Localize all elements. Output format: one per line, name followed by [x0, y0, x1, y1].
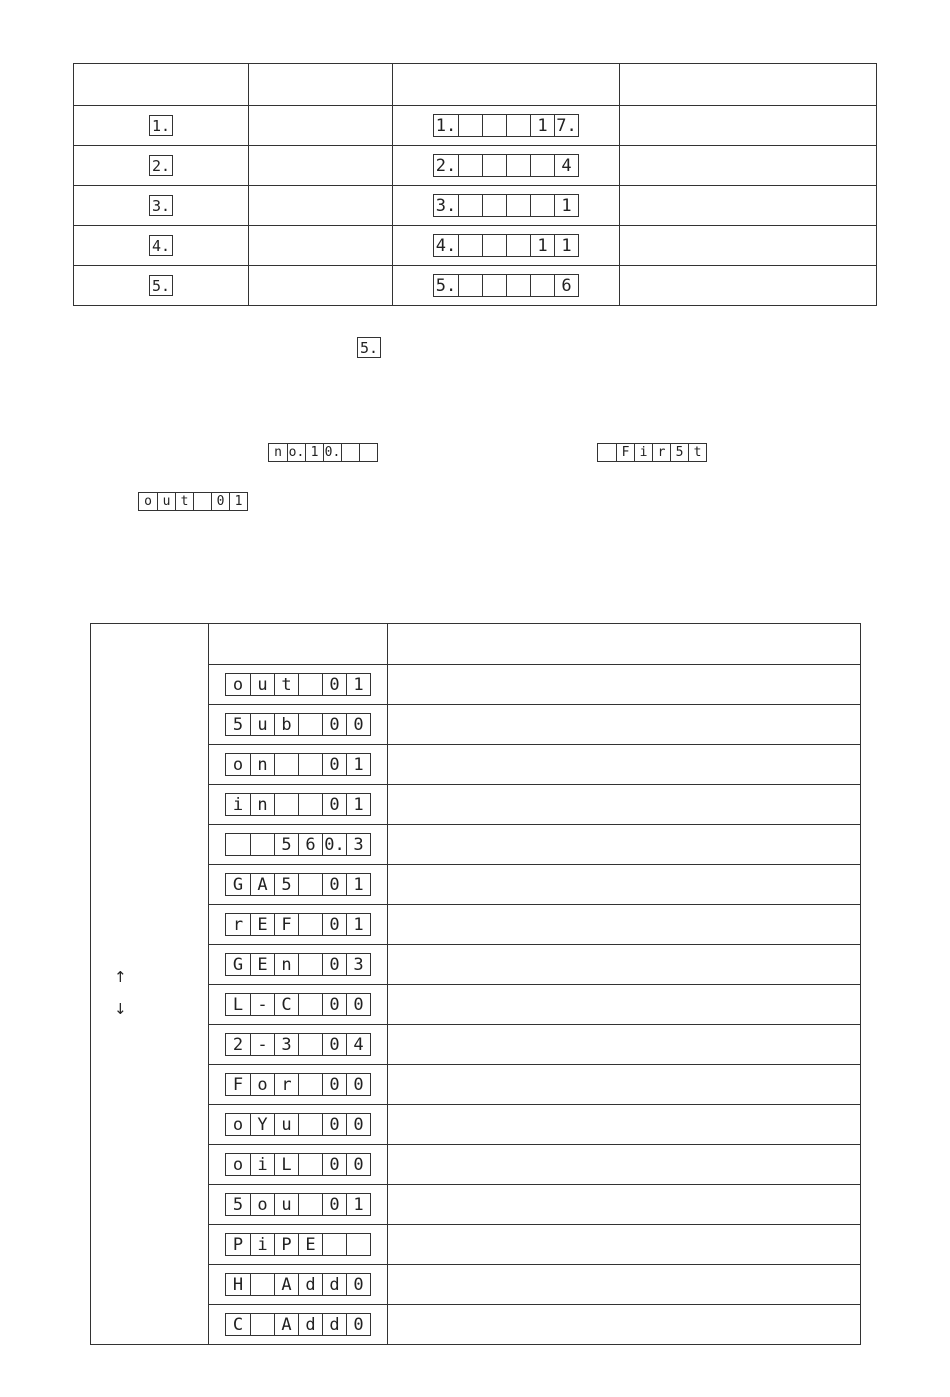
display-digit: [341, 444, 359, 461]
display-digit: [530, 155, 554, 176]
display-digit: P: [274, 1234, 298, 1255]
display-cell: [209, 1225, 388, 1265]
display-digit: [458, 195, 482, 216]
display-digit: u: [250, 714, 274, 735]
display-digit: u: [274, 1114, 298, 1135]
seven-segment-display: [225, 793, 371, 816]
display-digit: 0: [322, 794, 346, 815]
display-digit: [298, 674, 322, 695]
display-digit: E: [250, 914, 274, 935]
display-digit: o: [144, 494, 152, 509]
seven-segment-display: [225, 873, 371, 896]
empty-cell: [249, 186, 393, 226]
empty-cell: [620, 226, 877, 266]
description-cell: [388, 945, 861, 985]
display-digit: 0: [322, 1114, 346, 1135]
display-digit: 0: [346, 1274, 370, 1295]
display-digit: [506, 115, 530, 136]
display-digit: 0: [211, 493, 229, 510]
display-digit: 4.: [151, 236, 171, 255]
display-digit: [298, 1114, 322, 1135]
display-digit: [298, 1154, 322, 1175]
step-number-cell: [74, 106, 249, 146]
display-cell: [209, 1185, 388, 1225]
display-digit: 0: [322, 1034, 346, 1055]
description-cell: [388, 1145, 861, 1185]
display-cell: [393, 226, 620, 266]
seven-segment-display: [225, 1233, 371, 1256]
description-cell: [388, 705, 861, 745]
display-digit: [298, 994, 322, 1015]
header-cell: [249, 64, 393, 106]
seven-segment-display: [225, 953, 371, 976]
step-number-display: [149, 235, 173, 256]
display-cell: [393, 146, 620, 186]
empty-cell: [249, 146, 393, 186]
display-digit: 0: [346, 1154, 370, 1175]
arrow-down-icon: ↓: [114, 1000, 127, 1018]
seven-segment-display: [225, 713, 371, 736]
display-digit: [482, 155, 506, 176]
table-row: [74, 226, 877, 266]
display-digit: r: [274, 1074, 298, 1095]
header-cell: [620, 64, 877, 106]
display-digit: d: [322, 1274, 346, 1295]
seven-segment-display: [433, 274, 579, 297]
empty-cell: [249, 226, 393, 266]
display-digit: 1: [346, 674, 370, 695]
seven-segment-display: [225, 673, 371, 696]
display-digit: [598, 444, 616, 461]
display-digit: d: [322, 1314, 346, 1335]
display-digit: o.: [288, 445, 305, 460]
display-digit: 0: [346, 1314, 370, 1335]
table-header-row: [74, 64, 877, 106]
step-number-display: [149, 155, 173, 176]
display-digit: o: [232, 1114, 244, 1135]
display-cell: [393, 266, 620, 306]
display-digit: H: [232, 1274, 244, 1295]
display-digit: -: [250, 994, 274, 1015]
display-digit: 0: [322, 994, 346, 1015]
display-digit: 0.: [322, 834, 346, 855]
empty-cell: [249, 106, 393, 146]
step-number-cell: [74, 146, 249, 186]
display-cell: [209, 745, 388, 785]
display-digit: G: [232, 874, 244, 895]
display-digit: [530, 195, 554, 216]
display-cell: [209, 785, 388, 825]
display-cell: [209, 945, 388, 985]
display-digit: 0: [346, 1114, 370, 1135]
seven-segment-display: [225, 1113, 371, 1136]
display-cell: [209, 865, 388, 905]
display-digit: A: [250, 874, 274, 895]
display-digit: 3.: [435, 195, 457, 216]
display-digit: [298, 1074, 322, 1095]
display-digit: [298, 874, 322, 895]
display-digit: [506, 195, 530, 216]
display-digit: t: [688, 444, 706, 461]
display-digit: i: [250, 1234, 274, 1255]
display-cell: [209, 1065, 388, 1105]
display-digit: [482, 275, 506, 296]
display-cell: [209, 1265, 388, 1305]
display-digit: 5: [274, 874, 298, 895]
display-digit: 1: [554, 195, 578, 216]
display-digit: 1: [346, 874, 370, 895]
display-digit: C: [274, 994, 298, 1015]
display-digit: [322, 1234, 346, 1255]
display-digit: r: [232, 914, 244, 935]
display-digit: [346, 1234, 370, 1255]
display-digit: 1.: [151, 116, 171, 135]
display-digit: 1: [229, 493, 247, 510]
display-digit: 0: [322, 754, 346, 775]
seven-segment-display: [433, 154, 579, 177]
display-digit: E: [298, 1234, 322, 1255]
table-row: [74, 186, 877, 226]
display-digit: o: [232, 754, 244, 775]
display-digit: C: [232, 1314, 244, 1335]
display-digit: [458, 235, 482, 256]
display-digit: [458, 155, 482, 176]
display-digit: [250, 1314, 274, 1335]
display-digit: 3: [346, 834, 370, 855]
header-cell: [209, 624, 388, 665]
display-digit: [359, 444, 377, 461]
seven-segment-display: [225, 1193, 371, 1216]
display-digit: [274, 754, 298, 775]
arrow-up-icon: ↑: [114, 968, 127, 986]
display-digit: 0: [346, 994, 370, 1015]
display-digit: [250, 834, 274, 855]
header-cell: [74, 64, 249, 106]
display-digit: i: [232, 794, 244, 815]
table-parameter-list: [90, 623, 861, 1345]
display-first: [597, 443, 707, 462]
display-cell: [209, 1105, 388, 1145]
display-digit: t: [274, 674, 298, 695]
table-step-settings: [73, 63, 877, 306]
display-cell: [209, 1145, 388, 1185]
display-digit: o: [250, 1194, 274, 1215]
display-digit: n: [274, 445, 282, 460]
description-cell: [388, 785, 861, 825]
empty-cell: [620, 186, 877, 226]
display-digit: 5: [232, 714, 244, 735]
description-cell: [388, 905, 861, 945]
description-cell: [388, 865, 861, 905]
display-digit: F: [232, 1074, 244, 1095]
display-digit: 2.: [435, 155, 457, 176]
display-cell: [209, 985, 388, 1025]
step-number-cell: [74, 186, 249, 226]
display-digit: [274, 794, 298, 815]
navigation-column: [91, 624, 209, 1345]
display-digit: [298, 954, 322, 975]
display-digit: 1: [530, 115, 554, 136]
display-digit: 2: [232, 1034, 244, 1055]
display-cell: [209, 705, 388, 745]
description-cell: [388, 1225, 861, 1265]
display-digit: F: [616, 444, 634, 461]
display-cell: [393, 186, 620, 226]
display-digit: 0: [322, 1154, 346, 1175]
display-digit: [298, 914, 322, 935]
display-out01: [138, 492, 248, 511]
seven-segment-display: [225, 833, 371, 856]
display-digit: A: [274, 1314, 298, 1335]
empty-cell: [620, 266, 877, 306]
display-digit: [506, 275, 530, 296]
display-cell: [209, 1305, 388, 1345]
display-digit: o: [250, 1074, 274, 1095]
seven-segment-display: [433, 114, 579, 137]
display-digit: L: [232, 994, 244, 1015]
display-digit: u: [157, 493, 175, 510]
display-digit: [298, 1194, 322, 1215]
display-digit: t: [175, 493, 193, 510]
description-cell: [388, 1105, 861, 1145]
display-digit: u: [274, 1194, 298, 1215]
display-digit: [482, 195, 506, 216]
display-digit: 1.: [435, 115, 457, 136]
display-digit: [298, 714, 322, 735]
display-digit: [506, 155, 530, 176]
display-digit: n: [250, 754, 274, 775]
description-cell: [388, 1065, 861, 1105]
display-digit: o: [232, 674, 244, 695]
display-digit: i: [250, 1154, 274, 1175]
display-digit: P: [232, 1234, 244, 1255]
display-digit: 1: [305, 444, 323, 461]
table-row: [74, 146, 877, 186]
step-number-display: [149, 275, 173, 296]
display-digit: 0: [322, 674, 346, 695]
display-digit: [250, 1274, 274, 1295]
display-digit: 7.: [554, 115, 578, 136]
description-cell: [388, 1025, 861, 1065]
display-cell: [209, 825, 388, 865]
seven-segment-display: [433, 194, 579, 217]
display-digit: 1: [346, 754, 370, 775]
display-digit: 5: [232, 1194, 244, 1215]
seven-segment-display: [225, 993, 371, 1016]
display-digit: 5.: [435, 275, 457, 296]
display-cell: [393, 106, 620, 146]
display-digit: i: [634, 444, 652, 461]
header-cell: [388, 624, 861, 665]
empty-cell: [620, 106, 877, 146]
display-digit: [226, 834, 250, 855]
display-digit: [530, 275, 554, 296]
display-digit: [482, 115, 506, 136]
empty-cell: [249, 266, 393, 306]
seven-segment-display: [225, 1273, 371, 1296]
display-digit: 1: [554, 235, 578, 256]
display-digit: 1: [530, 235, 554, 256]
display-digit: 0: [322, 1194, 346, 1215]
display-no10: [268, 443, 378, 462]
display-digit: r: [652, 444, 670, 461]
display-digit: 0: [346, 1074, 370, 1095]
display-digit: 5: [274, 834, 298, 855]
display-cell: [209, 1025, 388, 1065]
seven-segment-display: [225, 913, 371, 936]
description-cell: [388, 1305, 861, 1345]
display-digit: -: [250, 1034, 274, 1055]
description-cell: [388, 745, 861, 785]
step-number-cell: [74, 226, 249, 266]
display-digit: [506, 235, 530, 256]
display-digit: 2.: [151, 156, 171, 175]
display-digit: 6: [298, 834, 322, 855]
display-digit: [193, 493, 211, 510]
display-digit: 5.: [359, 338, 379, 357]
description-cell: [388, 985, 861, 1025]
display-digit: 5.: [151, 276, 171, 295]
table-header-row: [91, 624, 861, 665]
display-digit: [482, 235, 506, 256]
display-digit: 0: [346, 714, 370, 735]
display-cell: [209, 665, 388, 705]
display-digit: [458, 115, 482, 136]
display-digit: 5: [670, 444, 688, 461]
display-digit: 6: [554, 275, 578, 296]
display-digit: [298, 1034, 322, 1055]
display-digit: n: [274, 954, 298, 975]
seven-segment-display: [225, 1033, 371, 1056]
step-number-display: [149, 115, 173, 136]
display-digit: 4.: [435, 235, 457, 256]
header-cell: [393, 64, 620, 106]
display-cell: [209, 905, 388, 945]
table-row: [74, 106, 877, 146]
step-number-display: [149, 195, 173, 216]
display-digit: 0: [322, 914, 346, 935]
display-digit: A: [274, 1274, 298, 1295]
step-number-cell: [74, 266, 249, 306]
description-cell: [388, 1265, 861, 1305]
display-digit: 3: [346, 954, 370, 975]
display-digit: 0: [322, 714, 346, 735]
display-digit: 1: [346, 914, 370, 935]
description-cell: [388, 665, 861, 705]
seven-segment-display: [225, 1313, 371, 1336]
display-digit: [298, 754, 322, 775]
display-digit: d: [298, 1274, 322, 1295]
table-row: [74, 266, 877, 306]
display-digit: n: [250, 794, 274, 815]
display-digit: 3: [274, 1034, 298, 1055]
display-digit: 1: [346, 794, 370, 815]
display-step-5: [357, 337, 381, 358]
display-digit: 0.: [324, 445, 341, 460]
seven-segment-display: [225, 1073, 371, 1096]
display-digit: o: [232, 1154, 244, 1175]
description-cell: [388, 825, 861, 865]
display-digit: 3.: [151, 196, 171, 215]
display-digit: b: [274, 714, 298, 735]
display-digit: L: [274, 1154, 298, 1175]
seven-segment-display: [433, 234, 579, 257]
display-digit: G: [232, 954, 244, 975]
display-digit: [458, 275, 482, 296]
display-digit: 0: [322, 1074, 346, 1095]
display-digit: Y: [250, 1114, 274, 1135]
display-digit: 0: [322, 874, 346, 895]
seven-segment-display: [225, 1153, 371, 1176]
display-digit: 1: [346, 1194, 370, 1215]
display-digit: u: [250, 674, 274, 695]
display-digit: 4: [346, 1034, 370, 1055]
display-digit: 4: [554, 155, 578, 176]
display-digit: d: [298, 1314, 322, 1335]
empty-cell: [620, 146, 877, 186]
description-cell: [388, 1185, 861, 1225]
seven-segment-display: [225, 753, 371, 776]
display-digit: 0: [322, 954, 346, 975]
display-digit: F: [274, 914, 298, 935]
display-digit: E: [250, 954, 274, 975]
display-digit: [298, 794, 322, 815]
